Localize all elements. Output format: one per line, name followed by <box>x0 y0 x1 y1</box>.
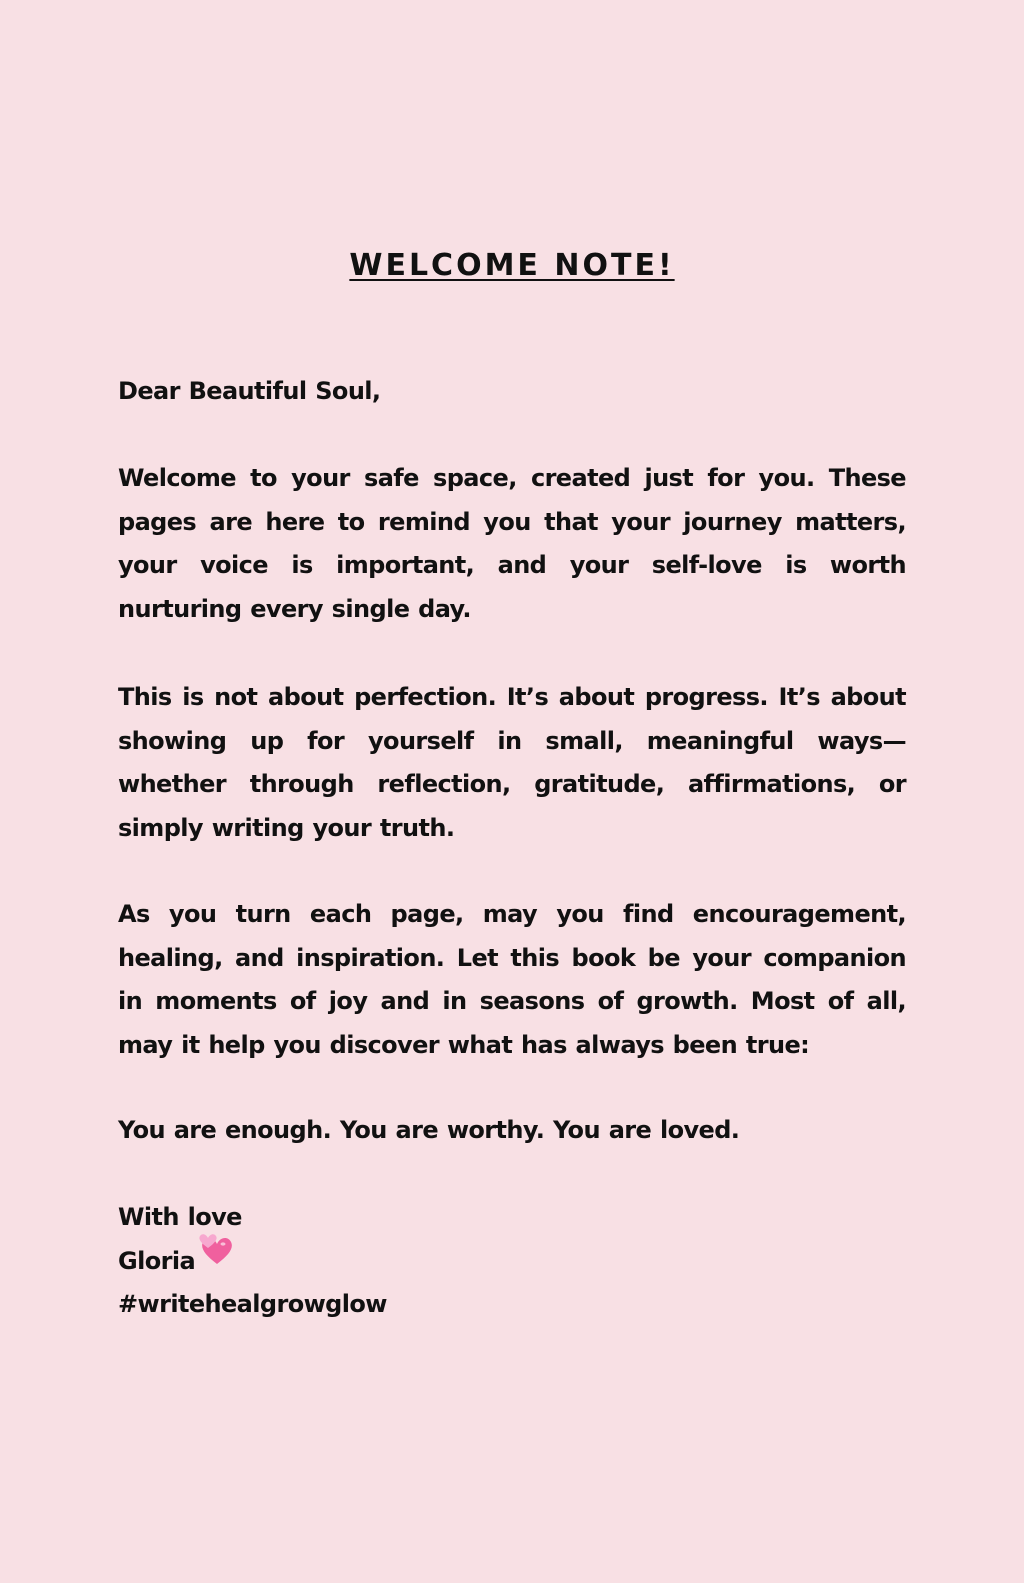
signoff: With love <box>118 1203 242 1231</box>
paragraph-progress: This is not about perfection. It’s about progress. It’s about showing up for yourself in small, meaningful ways—whether through reflection, gratitude, affirmations, or simply writing your truth. <box>118 683 906 842</box>
salutation: Dear Beautiful Soul, <box>118 377 381 405</box>
hashtag: #writehealgrowglow <box>118 1290 387 1318</box>
page-title <box>0 244 1024 288</box>
paragraph-encouragement: As you turn each page, may you find encouragement, healing, and inspiration. Let this book be your companion in moments of joy and in seasons of growth. Most of all, may it help you discover what has always been true: <box>118 900 906 1059</box>
paragraph-welcome: Welcome to your safe space, created just for you. These pages are here to remind you that your journey matters, your voice is important, and your self-love is worth nurturing every single day. <box>118 464 906 623</box>
signature-name: Gloria <box>118 1247 196 1275</box>
page-title-text: WELCOME NOTE! <box>349 248 675 283</box>
affirmation: You are enough. You are worthy. You are loved. <box>118 1116 740 1144</box>
two-hearts-icon <box>197 1233 233 1282</box>
signature-line <box>118 1240 906 1284</box>
